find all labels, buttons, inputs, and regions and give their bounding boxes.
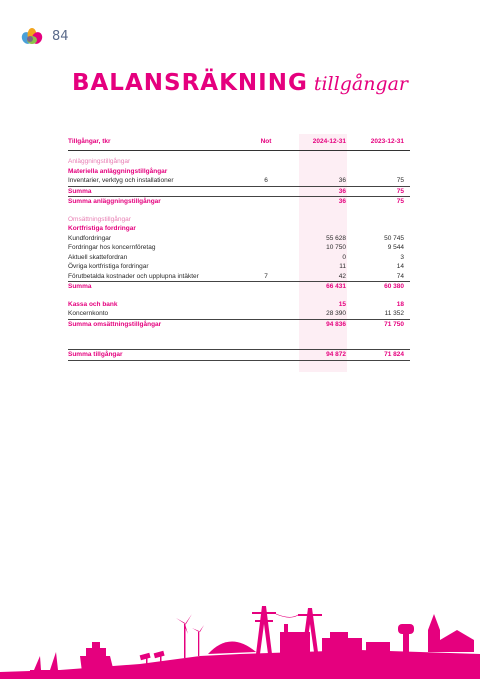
row-label: Inventarier, verktyg och installationer xyxy=(68,177,174,184)
row-value-current: 94 836 xyxy=(326,320,346,328)
subsection-row xyxy=(68,224,410,234)
spacer xyxy=(68,329,410,349)
row-value-current: 15 xyxy=(338,300,346,308)
sum-row xyxy=(68,281,410,292)
table-row xyxy=(68,176,410,186)
row-label: Förutbetalda kostnader och upplupna intäkter xyxy=(68,272,199,280)
header-note: Not xyxy=(260,138,272,145)
header-year-current: 2024-12-31 xyxy=(312,138,346,145)
table-header xyxy=(68,134,410,151)
table-row xyxy=(68,262,410,272)
row-value-current: 0 xyxy=(342,253,346,261)
row-value-previous: 3 xyxy=(400,253,404,261)
row-value-previous: 60 380 xyxy=(384,283,404,290)
row-note: 6 xyxy=(264,177,268,184)
table-row xyxy=(68,234,410,244)
spacer xyxy=(68,207,410,215)
page-title xyxy=(0,70,480,96)
total-row xyxy=(68,349,410,361)
sum-row xyxy=(68,319,410,330)
row-value-current: 36 xyxy=(338,177,346,184)
row-value-current: 42 xyxy=(338,272,346,280)
row-value-current: 36 xyxy=(338,187,346,195)
row-value-current: 66 431 xyxy=(326,283,346,290)
row-label: Anläggningstillgångar xyxy=(68,158,131,165)
balance-sheet-table xyxy=(68,134,410,361)
header-year-previous: 2023-12-31 xyxy=(370,138,404,145)
city-skyline-illustration xyxy=(0,584,480,679)
row-label: Materiella anläggningstillgångar xyxy=(68,167,168,175)
row-label: Summa xyxy=(68,187,92,195)
subtitle-text: tillgångar xyxy=(313,73,409,95)
row-value-previous: 74 xyxy=(396,272,404,280)
table-row xyxy=(68,272,410,282)
row-label: Omsättningstillgångar xyxy=(68,215,131,223)
sum-row xyxy=(68,196,410,207)
subsection-row xyxy=(68,167,410,177)
row-value-previous: 50 745 xyxy=(384,234,404,242)
row-value-previous: 75 xyxy=(396,187,404,195)
row-label: Fordringar hos koncernföretag xyxy=(68,244,156,251)
row-note: 7 xyxy=(264,272,268,280)
row-value-current: 36 xyxy=(338,198,346,205)
flower-logo-icon xyxy=(20,27,44,45)
row-value-current: 94 872 xyxy=(326,351,346,358)
row-label: Kortfristiga fordringar xyxy=(68,225,136,232)
page-header xyxy=(20,26,69,46)
sum-row xyxy=(68,186,410,197)
row-label: Kundfordringar xyxy=(68,234,111,242)
row-label: Summa omsättningstillgångar xyxy=(68,320,162,328)
row-value-previous: 71 750 xyxy=(384,320,404,328)
title-text: BALANSRÄKNING xyxy=(71,70,308,96)
row-value-previous: 14 xyxy=(396,263,404,270)
table-row xyxy=(68,309,410,319)
row-label: Koncernkonto xyxy=(68,310,109,317)
section-row xyxy=(68,157,410,167)
section-row xyxy=(68,215,410,225)
row-label: Summa tillgångar xyxy=(68,351,123,358)
row-value-current: 55 628 xyxy=(326,234,346,242)
table-row xyxy=(68,243,410,253)
row-value-current: 28 390 xyxy=(326,310,346,317)
row-value-previous: 75 xyxy=(396,198,404,205)
row-label: Aktuell skattefordran xyxy=(68,253,128,261)
row-label: Övriga kortfristiga fordringar xyxy=(68,263,149,270)
row-value-previous: 18 xyxy=(396,300,404,308)
page-number: 84 xyxy=(52,28,69,44)
row-value-previous: 9 544 xyxy=(387,244,404,251)
header-label: Tillgångar, tkr xyxy=(68,138,111,145)
row-value-previous: 71 824 xyxy=(384,351,404,358)
row-value-current: 11 xyxy=(339,263,346,270)
row-value-current: 10 750 xyxy=(326,244,346,251)
subsection-row xyxy=(68,300,410,310)
row-label: Summa xyxy=(68,283,92,290)
row-value-previous: 11 352 xyxy=(384,310,404,317)
row-label: Summa anläggningstillgångar xyxy=(68,198,161,205)
table-row xyxy=(68,253,410,263)
row-value-previous: 75 xyxy=(396,177,404,184)
row-label: Kassa och bank xyxy=(68,300,118,308)
table-body xyxy=(68,157,410,361)
spacer xyxy=(68,292,410,300)
